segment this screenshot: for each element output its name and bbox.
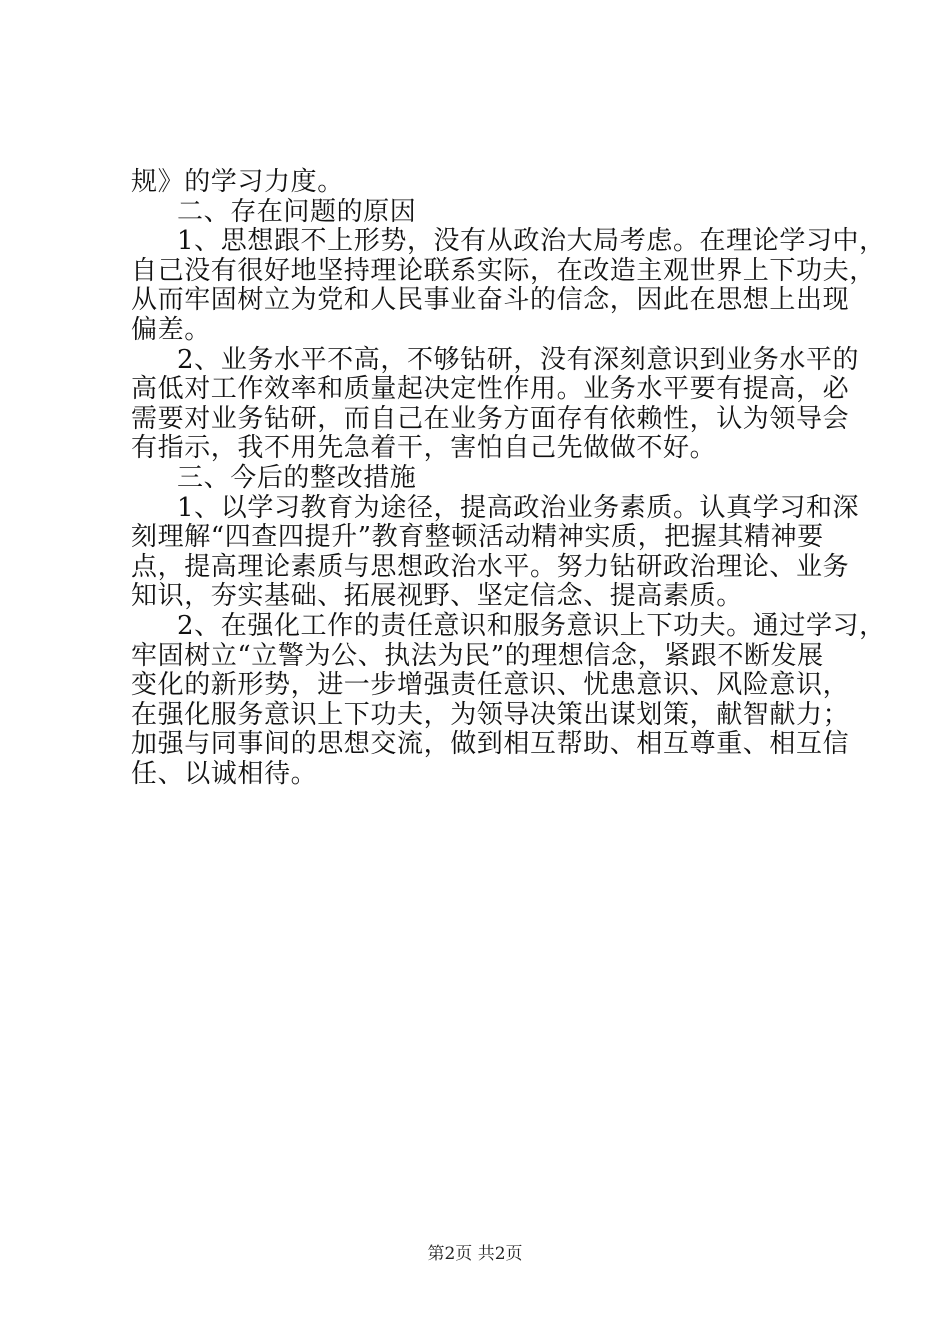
- text-line: 二、存在问题的原因: [177, 196, 417, 227]
- text-line: 点，提高理论素质与思想政治水平。努力钻研政治理论、业务: [131, 551, 850, 582]
- text-line: 1、思想跟不上形势，没有从政治大局考虑。在理论学习中，: [177, 226, 886, 257]
- text-line: 2、在强化工作的责任意识和服务意识上下功夫。通过学习，: [177, 610, 886, 641]
- text-line: 三、今后的整改措施: [177, 462, 417, 493]
- text-line: 规》的学习力度。: [131, 167, 344, 197]
- text-line: 刻理解“四查四提升”教育整顿活动精神实质，把握其精神要: [131, 522, 824, 553]
- text-line: 知识，夯实基础、拓展视野、坚定信念、提高素质。: [131, 581, 743, 612]
- page-footer: 第2页 共2页: [427, 1244, 523, 1264]
- text-line: 偏差。: [131, 314, 211, 345]
- text-line: 高低对工作效率和质量起决定性作用。业务水平要有提高，必: [131, 374, 850, 405]
- text-line: 在强化服务意识上下功夫，为领导决策出谋划策，献智献力；: [131, 699, 850, 730]
- text-line: 1、以学习教育为途径，提高政治业务素质。认真学习和深: [177, 492, 860, 523]
- text-line: 任、以诚相待。: [131, 758, 318, 789]
- text-line: 变化的新形势，进一步增强责任意识、忧患意识、风险意识，: [131, 670, 850, 701]
- text-line: 加强与同事间的思想交流，做到相互帮助、相互尊重、相互信: [131, 729, 850, 760]
- document-body: [131, 167, 886, 789]
- text-line: 需要对业务钻研，而自己在业务方面存有依赖性，认为领导会: [131, 403, 850, 434]
- text-line: 有指示，我不用先急着干，害怕自己先做做不好。: [131, 433, 717, 464]
- text-line: 2、业务水平不高，不够钻研，没有深刻意识到业务水平的: [177, 344, 860, 375]
- text-line: 从而牢固树立为党和人民事业奋斗的信念，因此在思想上出现: [131, 285, 850, 316]
- text-line: 自己没有很好地坚持理论联系实际，在改造主观世界上下功夫，: [131, 255, 876, 286]
- text-line: 牢固树立“立警为公、执法为民”的理想信念，紧跟不断发展: [131, 640, 824, 671]
